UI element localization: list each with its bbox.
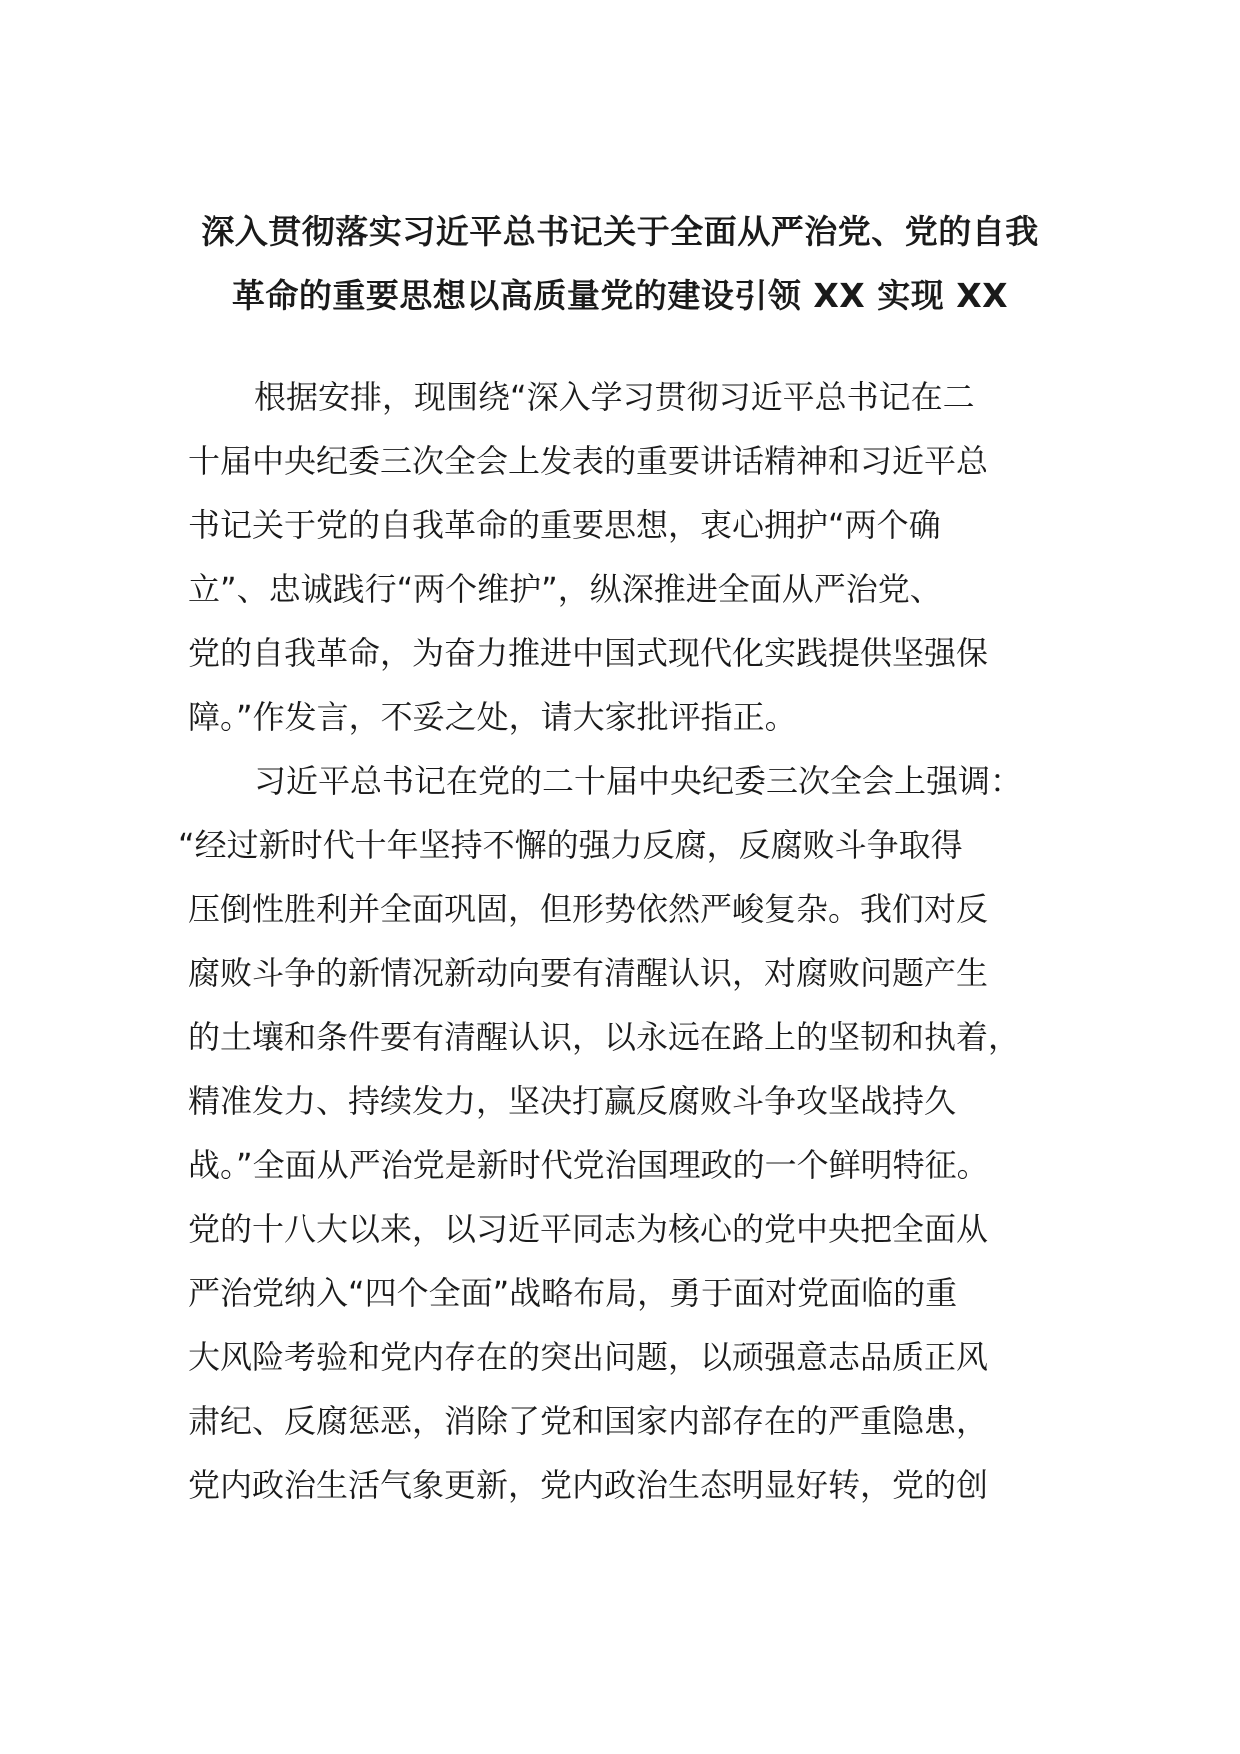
text-line: 根据安排，现围绕“深入学习贯彻习近平总书记在二 [254,378,975,416]
text-line: 大风险考验和党内存在的突出问题，以顽强意志品质正风 [188,1338,989,1376]
text-line: 精准发力、持续发力，坚决打赢反腐败斗争攻坚战持久 [188,1082,957,1120]
title-line: 深入贯彻落实习近平总书记关于全面从严治党、党的自我 [201,212,1039,251]
document-body [178,365,1058,1517]
text-line: 党的自我革命，为奋力推进中国式现代化实践提供坚强保 [188,634,989,672]
title-line: 革命的重要思想以高质量党的建设引领 XX 实现 XX [231,276,1009,315]
text-line: 战。”全面从严治党是新时代党治国理政的一个鲜明特征。 [188,1146,989,1184]
text-line: 十届中央纪委三次全会上发表的重要讲话精神和习近平总 [188,442,989,480]
document-title [160,200,1080,328]
text-line: “经过新时代十年坚持不懈的强力反腐，反腐败斗争取得 [178,826,963,864]
text-line: 障。”作发言，不妥之处，请大家批评指正。 [188,698,797,736]
text-line: 肃纪、反腐惩恶，消除了党和国家内部存在的严重隐患， [188,1402,989,1440]
paragraph-2 [178,749,1058,1517]
text-line: 严治党纳入“四个全面”战略布局，勇于面对党面临的重 [188,1274,958,1312]
paragraph-1 [188,365,1058,749]
text-line: 的土壤和条件要有清醒认识，以永远在路上的坚韧和执着， [188,1018,1021,1056]
text-line: 压倒性胜利并全面巩固，但形势依然严峻复杂。我们对反 [188,890,989,928]
text-line: 立”、忠诚践行“两个维护”，纵深推进全面从严治党、 [188,570,942,608]
text-line: 习近平总书记在党的二十届中央纪委三次全会上强调： [254,762,1023,800]
text-line: 书记关于党的自我革命的重要思想，衷心拥护“两个确 [188,506,941,544]
text-line: 党的十八大以来，以习近平同志为核心的党中央把全面从 [188,1210,989,1248]
text-line: 腐败斗争的新情况新动向要有清醒认识，对腐败问题产生 [188,954,989,992]
text-line: 党内政治生活气象更新，党内政治生态明显好转，党的创 [188,1466,989,1504]
